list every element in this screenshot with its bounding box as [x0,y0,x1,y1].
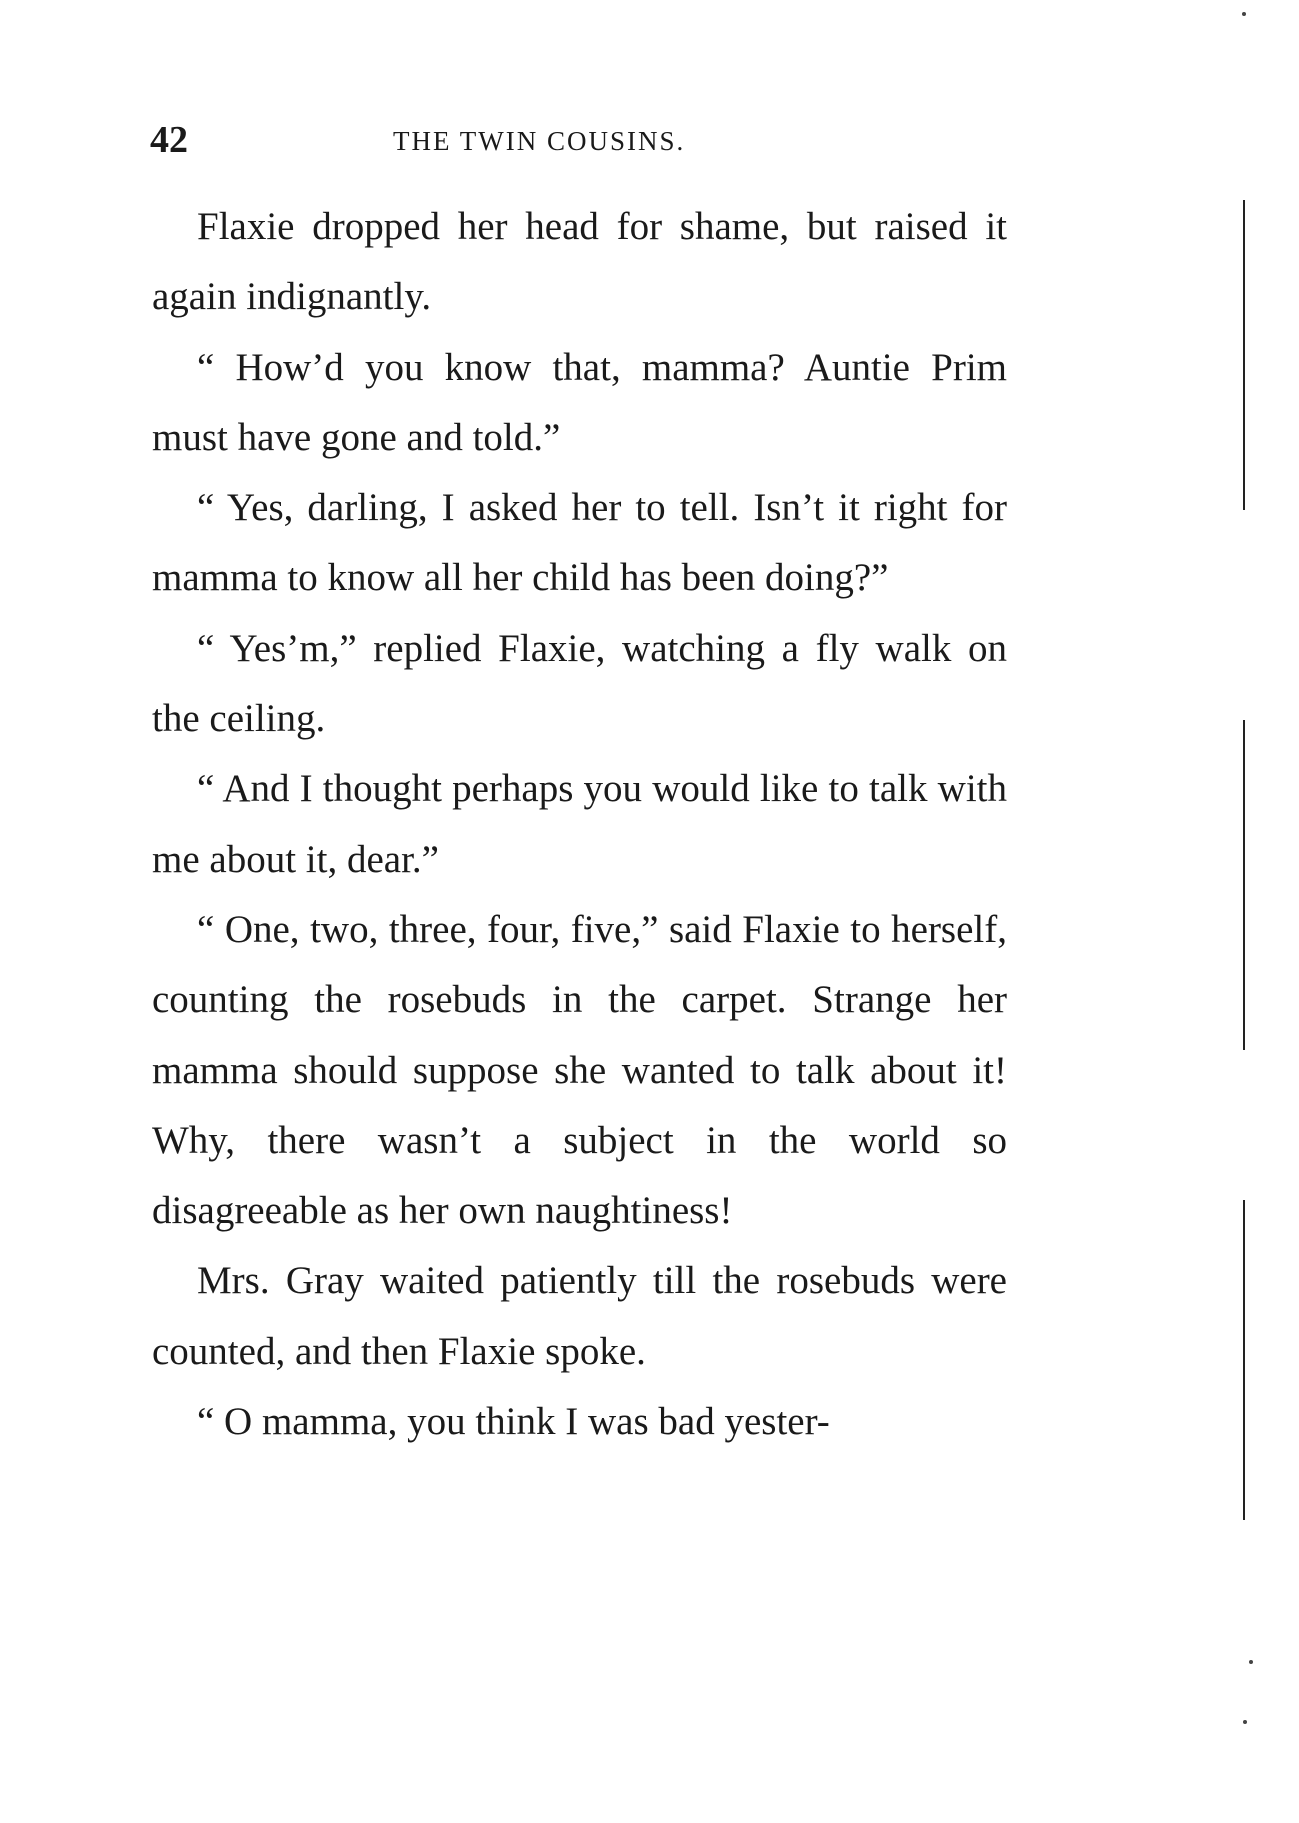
paragraph-4: “ Yes’m,” replied Flaxie, watching a fly walk on the ceiling. [152,626,1007,741]
page-number: 42 [150,119,188,161]
page-edge-binding-marks [1231,0,1261,1823]
edge-speck [1249,1660,1253,1664]
body-text [152,192,1007,1457]
edge-speck [1243,1720,1247,1724]
edge-speck [1242,12,1246,16]
paragraph-7: Mrs. Gray waited patiently till the rosebuds were counted, and then Flaxie spoke. [152,1259,1007,1373]
edge-mark [1243,720,1245,1050]
page-header [150,118,1010,168]
paragraph-6: “ One, two, three, four, five,” said Flaxie to herself, counting the rosebuds in the carpet. Strange her mamma should suppose she wanted to talk about it! Why, there wasn’t a subject in the world so disagreeable as her own naughtiness! [152,907,1007,1233]
paragraph-5: “ And I thought perhaps you would like to talk with me about it, dear.” [152,767,1007,881]
edge-mark [1243,1200,1245,1520]
paragraph-8: “ O mamma, you think I was bad yester- [197,1400,830,1444]
paragraph-2: “ How’d you know that, mamma? Auntie Prim must have gone and told.” [152,345,1007,459]
edge-mark [1243,200,1245,510]
running-title: THE TWIN COUSINS. [393,126,686,156]
paragraph-1: Flaxie dropped her head for shame, but raised it again indignantly. [152,205,1007,319]
paragraph-3: “ Yes, darling, I asked her to tell. Isn’t it right for mamma to know all her child has been doing?” [152,486,1007,600]
